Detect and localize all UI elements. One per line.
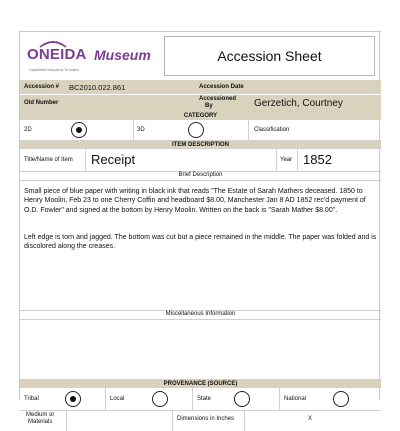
divider	[279, 388, 280, 410]
misc-info-label: Miscellaneous Information	[165, 311, 236, 317]
provenance-local-label: Local	[110, 396, 125, 402]
category-2d-radio[interactable]	[71, 122, 87, 138]
divider	[244, 411, 245, 431]
divider	[85, 149, 86, 171]
divider	[192, 388, 193, 410]
provenance-row	[20, 388, 381, 410]
logo-tagline: Kayanlahsla Kanyota'ak Tsi Kalakh	[29, 68, 79, 72]
provenance-state-label: State	[197, 396, 212, 402]
logo-text: ONEIDA	[27, 46, 87, 63]
category-heading: CATEGORY	[20, 111, 381, 120]
classification-label: Classification	[254, 127, 290, 133]
item-title-field[interactable]: Receipt	[91, 152, 136, 167]
divider	[297, 149, 298, 171]
medium-label-line1: Medium or	[26, 412, 55, 418]
accessioned-by-label-line1: Accessioned	[199, 96, 237, 102]
category-2d-label: 2D	[24, 127, 32, 133]
provenance-national-label: National	[284, 396, 307, 402]
item-title-label: Title/Name of Item	[24, 157, 73, 163]
medium-label-line2: Materials	[28, 419, 53, 425]
accession-row	[20, 80, 381, 94]
dimensions-separator: X	[308, 416, 313, 422]
category-row	[20, 120, 381, 140]
divider	[276, 149, 277, 171]
category-3d-label: 3D	[137, 127, 145, 133]
divider	[133, 120, 134, 140]
brief-description-paragraph-2[interactable]: Left edge is torn and jagged. The bottom was cut but a piece remained in the middle. The paper was folded and is discolored along the creases.	[24, 234, 377, 251]
provenance-tribal-radio[interactable]	[65, 391, 81, 407]
oneida-logo	[20, 32, 85, 81]
provenance-tribal-label: Tribal	[24, 396, 39, 402]
brief-description-label: Brief Description	[178, 172, 223, 178]
accessioned-by-label-line2: By	[205, 103, 213, 109]
divider	[20, 180, 381, 181]
accession-number-label: Accession #	[24, 84, 60, 90]
year-label: Year	[280, 157, 293, 163]
category-3d-radio[interactable]	[188, 122, 204, 138]
divider	[172, 411, 173, 431]
provenance-heading: PROVENANCE (SOURCE)	[20, 379, 381, 388]
misc-info-field[interactable]	[20, 320, 381, 379]
provenance-national-radio[interactable]	[333, 391, 349, 407]
page-title: Accession Sheet	[164, 36, 375, 76]
accession-sheet	[19, 31, 380, 425]
brief-description-paragraph-1[interactable]: Small piece of blue paper with writing in black ink that reads "The Estate of Sarah Mathers deceased. 1850 to Henry Moolin, Feb 23 to one Cherry Coffin and headboard $8.00, Manchester Jan 8 AD 1852 rec'd payment of O.D. Fowler" and signed at the bottom by Henry Moolin. Written on the back is "Sarah Mather $8.00".	[24, 188, 366, 214]
divider	[66, 411, 67, 431]
provenance-state-radio[interactable]	[234, 391, 250, 407]
accessioned-by-field[interactable]: Gerzetich, Courtney	[254, 98, 343, 109]
item-description-heading: ITEM DESCRIPTION	[20, 140, 381, 149]
medium-dimensions-row	[20, 411, 381, 431]
sheet-header	[20, 31, 381, 80]
item-title-row	[20, 149, 381, 171]
year-field[interactable]: 1852	[303, 152, 332, 167]
divider	[248, 120, 249, 140]
accession-date-label: Accession Date	[199, 84, 244, 90]
old-number-label: Old Number	[24, 100, 59, 106]
provenance-local-radio[interactable]	[152, 391, 168, 407]
dimensions-label: Dimensions in Inches	[177, 416, 235, 422]
divider	[105, 388, 106, 410]
museum-label: Museum	[94, 47, 151, 63]
accession-number-field[interactable]: BC2010.022.861	[69, 83, 126, 92]
old-number-row	[20, 94, 381, 111]
